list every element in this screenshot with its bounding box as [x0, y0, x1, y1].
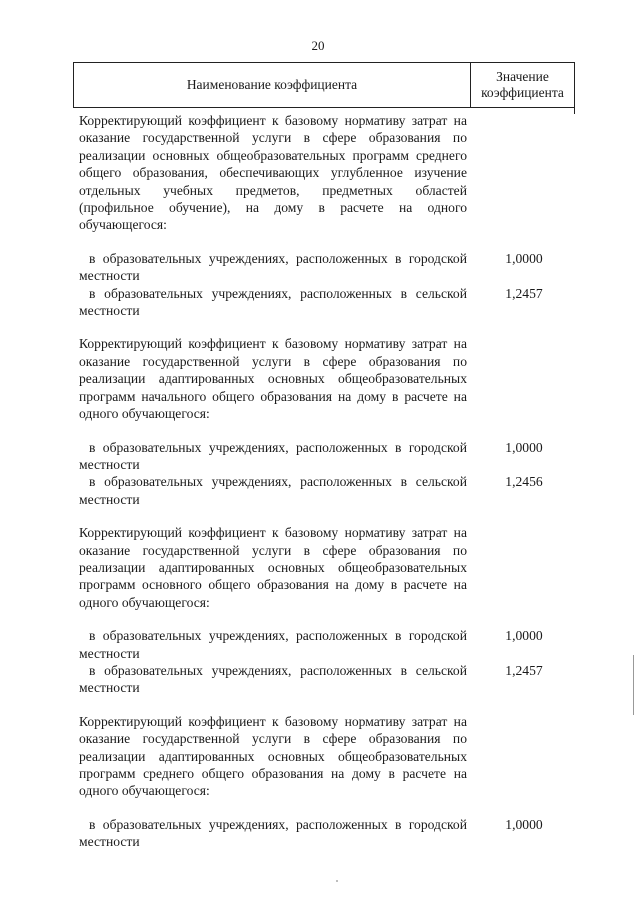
header-value-line2: коэффициента — [481, 85, 564, 100]
table-row — [79, 627, 569, 662]
row-value: 1,2457 — [505, 662, 543, 678]
row-label: в образовательных учреждениях, расположенных в городской местности — [79, 816, 467, 850]
section-description: Корректирующий коэффициент к базовому нормативу затрат на оказание государственной услуги в сфере образования по реализации адаптированных основных общеобразовательных программ начального общего образования на дому в расчете на одного обучающегося: — [79, 336, 467, 422]
table-row — [79, 816, 569, 851]
section-description: Корректирующий коэффициент к базовому нормативу затрат на оказание государственной услуги в сфере образования по реализации основных общеобразовательных программ среднего общего образования, обеспечивающих углубленное изучение отдельных учебных предметов, предметных областей (профильное обучение), на дому в расчете на одного обучающегося: — [79, 113, 467, 233]
row-label: в образовательных учреждениях, расположенных в городской местности — [79, 628, 467, 661]
scan-edge-mark — [633, 655, 634, 715]
row-label: в образовательных учреждениях, расположенных в городской местности — [79, 439, 467, 472]
header-coefficient-name: Наименование коэффициента — [74, 63, 471, 107]
section-3 — [79, 524, 569, 697]
page-number: 20 — [311, 38, 325, 53]
table-header — [73, 62, 575, 108]
section-description: Корректирующий коэффициент к базовому нормативу затрат на оказание государственной услуги в сфере образования по реализации адаптированных основных общеобразовательных программ среднего общего образования на дому в расчете на одного обучающегося: — [79, 713, 467, 799]
row-value: 1,0000 — [505, 250, 543, 266]
row-value: 1,0000 — [505, 439, 543, 455]
row-value: 1,0000 — [505, 628, 543, 644]
section-2 — [79, 335, 569, 508]
scan-speck — [336, 880, 338, 882]
table-row — [79, 473, 569, 508]
section-1 — [79, 112, 569, 319]
row-value: 1,0000 — [505, 816, 543, 832]
header-coefficient-value — [471, 63, 574, 107]
table-row — [79, 439, 569, 474]
row-value: 1,2456 — [505, 474, 543, 490]
row-value: 1,2457 — [505, 285, 543, 301]
column-divider — [574, 108, 575, 114]
document-body — [79, 112, 569, 851]
row-label: в образовательных учреждениях, расположенных в сельской местности — [79, 285, 467, 319]
row-label: в образовательных учреждениях, расположенных в городской местности — [79, 250, 467, 284]
table-row — [79, 285, 569, 320]
row-label: в образовательных учреждениях, расположенных в сельской местности — [79, 474, 467, 507]
table-row — [79, 662, 569, 697]
table-row — [79, 250, 569, 285]
section-description: Корректирующий коэффициент к базовому нормативу затрат на оказание государственной услуги в сфере образования по реализации адаптированных основных общеобразовательных программ основного общего образования на дому в расчете на одного обучающегося: — [79, 525, 467, 610]
section-4 — [79, 713, 569, 851]
header-value-line1: Значение — [496, 69, 549, 84]
row-label: в образовательных учреждениях, расположенных в сельской местности — [79, 662, 467, 696]
